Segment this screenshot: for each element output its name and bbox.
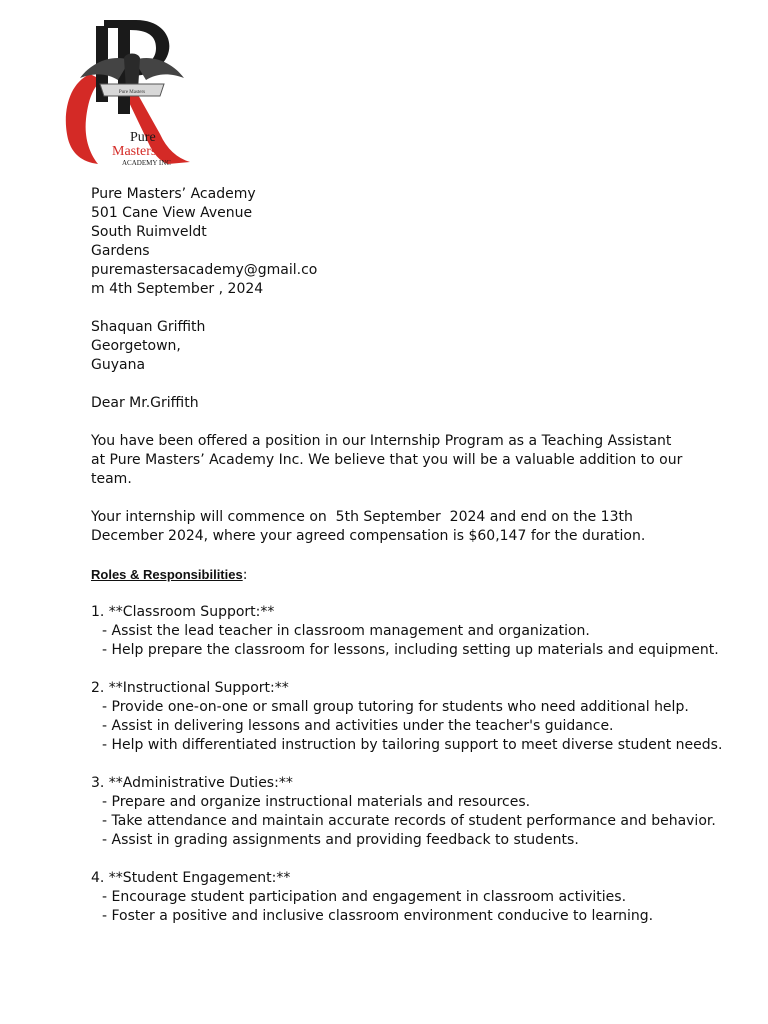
sender-email: puremastersacademy@gmail.co [91, 262, 318, 278]
role-section-2 [91, 679, 722, 755]
terms-paragraph [91, 508, 645, 546]
letter-date: m 4th September , 2024 [91, 281, 264, 297]
role-item: - Help with differentiated instruction by tailoring support to meet diverse student needs. [102, 737, 723, 753]
role-item: - Take attendance and maintain accurate records of student performance and behavior. [102, 813, 716, 829]
role-section-3 [91, 774, 716, 850]
role-title: 2. **Instructional Support:** [91, 680, 289, 696]
sender-name: Pure Masters’ Academy [91, 186, 256, 202]
terms-line: December 2024, where your agreed compensation is $60,147 for the duration. [91, 528, 646, 544]
role-section-4 [91, 869, 653, 926]
logo-banner-text: Pure Masters [118, 90, 146, 95]
role-item: - Assist the lead teacher in classroom management and organization. [102, 623, 590, 639]
recipient-city: Georgetown, [91, 338, 181, 354]
sender-area: South Ruimveldt [91, 224, 207, 240]
role-item: - Assist in grading assignments and providing feedback to students. [102, 832, 579, 848]
intro-line: team. [91, 471, 132, 487]
role-title: 1. **Classroom Support:** [91, 604, 275, 620]
sender-address [91, 185, 317, 299]
salutation [91, 394, 199, 413]
role-title: 4. **Student Engagement:** [91, 870, 291, 886]
recipient-address [91, 318, 205, 375]
sender-street: 501 Cane View Avenue [91, 205, 253, 221]
recipient-country: Guyana [91, 357, 146, 373]
role-item: - Assist in delivering lessons and activities under the teacher's guidance. [102, 718, 614, 734]
logo-text-sub: ACADEMY INC [122, 159, 171, 166]
role-item: - Prepare and organize instructional materials and resources. [102, 794, 531, 810]
role-section-1 [91, 603, 719, 660]
roles-heading-text: Roles & Responsibilities [91, 567, 243, 582]
logo-text-pure: Pure [130, 130, 156, 145]
sender-area2: Gardens [91, 243, 150, 259]
salutation-text: Dear Mr.Griffith [91, 395, 199, 411]
terms-line: Your internship will commence on 5th September 2024 and end on the 13th [91, 509, 633, 525]
roles-heading [91, 565, 247, 584]
role-item: - Foster a positive and inclusive classroom environment conducive to learning. [102, 908, 654, 924]
intro-paragraph [91, 432, 682, 489]
role-item: - Encourage student participation and engagement in classroom activities. [102, 889, 627, 905]
roles-heading-colon: : [242, 567, 248, 583]
role-title: 3. **Administrative Duties:** [91, 775, 293, 791]
recipient-name: Shaquan Griffith [91, 319, 206, 335]
academy-logo [60, 14, 195, 166]
role-item: - Provide one-on-one or small group tutoring for students who need additional help. [102, 699, 689, 715]
intro-line: You have been offered a position in our Internship Program as a Teaching Assistant [91, 433, 672, 449]
role-item: - Help prepare the classroom for lessons, including setting up materials and equipment. [102, 642, 719, 658]
logo-text-masters: Masters [112, 144, 157, 159]
intro-line: at Pure Masters’ Academy Inc. We believe that you will be a valuable addition to our [91, 452, 683, 468]
